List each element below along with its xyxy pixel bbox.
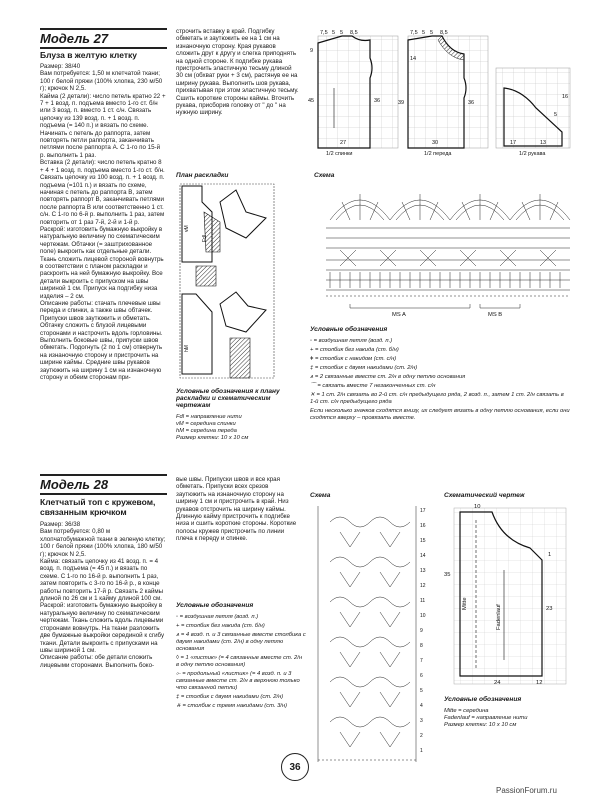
- chart28-num: 35: [444, 572, 451, 578]
- chart28-num: 24: [494, 680, 501, 686]
- pattern-label-front: 1/2 переда: [424, 151, 452, 157]
- pattern-label-back: 1/2 спинки: [326, 151, 353, 157]
- title-rule-bottom: [40, 47, 167, 49]
- dtr-icon: ⧺: [176, 703, 183, 709]
- legend27-title: Условные обозначения: [310, 326, 388, 333]
- row-number: 16: [420, 523, 426, 529]
- svg-text:7,5: 7,5: [320, 30, 328, 36]
- page-number-badge: [281, 753, 309, 781]
- row-number: 5: [420, 688, 423, 694]
- plan-caption: Условные обозначения к плану раскладки и схематическим чертежам: [176, 388, 280, 409]
- legend27-item: ⌒ = связать вместе 7 незаконченных ст. с/н: [310, 383, 436, 389]
- chain-icon: ◦: [310, 338, 314, 344]
- legend28-item: ⟜ = продольный «листик» (= 4 возд. п. и 3 связанные вместе ст. 2/н в верхнюю только что связанной петли): [176, 671, 300, 691]
- svg-text:8,5: 8,5: [440, 30, 448, 36]
- model27-title: Модель 27: [40, 31, 109, 46]
- sc-icon: +: [176, 623, 181, 629]
- legend28-item: + = столбик без накида (ст. б/н): [176, 623, 265, 629]
- legend28-item: ‡ = столбик с двумя накидами (ст. 2/н): [176, 694, 284, 700]
- fadenlauf-label: Fadenlauf: [496, 604, 502, 630]
- cluster-icon: ⌒: [310, 383, 318, 389]
- tr-icon: ‡: [176, 694, 181, 700]
- model27-subtitle: Блуза в желтую клетку: [40, 50, 137, 60]
- model27-text-col2: строчить вставку в край. Подгибку обметать и заутюжить ее на 1 см на изнаночную сторону. Края рукавов сложить друг к другу и слегка приподнять на одной стороне. К подгибке рукава пристрочить эластичную тесьму длиной 30 см (обхват руки + 3 см), растянув ее на ширину рукава. Выполнить шов рукава, прихватывая при этом эластичную тесьму. Сшить короткие стороны каймы. Вточить рукава, присборив головку от " до " на нужную ширину.: [176, 28, 299, 117]
- svg-text:27: 27: [340, 140, 347, 146]
- page-number: 36: [289, 761, 301, 773]
- row-number: 14: [420, 553, 426, 559]
- legend27-item: ǂ = столбик с накидом (ст. с/н): [310, 356, 397, 362]
- svg-text:14: 14: [410, 56, 417, 62]
- legend28-item: ◦ = воздушная петля (возд. п.): [176, 614, 259, 620]
- dc-icon: ǂ: [310, 356, 315, 362]
- title-rule-top: [40, 28, 167, 30]
- svg-text:5: 5: [332, 30, 336, 36]
- svg-text:36: 36: [468, 100, 475, 106]
- legend27-list: [310, 338, 570, 422]
- model28-crochet-scheme: [310, 502, 432, 770]
- legend27-item: ◦ = воздушная петля (возд. п.): [310, 338, 393, 344]
- legend28-item: ◊ = 1 «листик» (= 4 связанные вместе ст. 2/н в одну петлю основания): [176, 655, 303, 668]
- layout-plan: [176, 182, 296, 382]
- svg-text:vM: vM: [184, 225, 190, 232]
- row-number: 2: [420, 733, 423, 739]
- svg-text:hM: hM: [184, 345, 190, 352]
- svg-text:45: 45: [308, 98, 315, 104]
- row-number: 12: [420, 583, 426, 589]
- model27-crochet-scheme: [320, 180, 574, 320]
- model28-text-col1: Размер: 36/38 Вам потребуется: 0,80 м хлопчатобумажной ткани в зеленую клетку; 100 г белой пряжи (100% хлопка, 180 м/50 г); крючок N 2,5. Кайма: связать цепочку из 41 возд. п. = 4 возд. п. подъема (= 45 п.) и вязать по схеме. С 1-го по 16-й р. выполнить 1 раз, затем повторить с 3-го по 16-й р., в конце работы повторить 17-й р. Связать 2 каймы длиной по 26 см и 1 кайму длиной 100 см. Раскрой: изготовить бумажную выкройку в натуральную величину по схематическим чертежам. Ткань сложить вдоль лицевыми сторонами вовнутрь. На ткани разложить две бумажные выкройки серединой к сгибу ткани. Детали выкроить с припусками на швы шириной 1 см. Описание работы: обе детали сложить лицевыми сторонами. Выполнить боко-: [40, 521, 166, 669]
- watermark: PassionForum.ru: [496, 786, 557, 795]
- svg-text:17: 17: [510, 140, 517, 146]
- chart28-num: 1: [548, 552, 552, 558]
- svg-text:8,5: 8,5: [350, 30, 358, 36]
- model28-title: Модель 28: [40, 477, 109, 492]
- svg-text:Fdl: Fdl: [202, 235, 208, 242]
- model28-text-col2: вые швы. Припуски швов и все края обметать. Припуски всех срезов заутюжить на изнаночную сторону на ширину 1 см и пристрочить в край. Низ рукавов отстрочить на ширину каймы. Длинную кайму пристрочить к подгибке низа и сшить короткие стороны. Короткие полосы кружев пристрочить по линии плеча к переду и спинке.: [176, 476, 297, 543]
- chart28-num: 23: [546, 606, 553, 612]
- row-number: 6: [420, 673, 423, 679]
- mitte-label: Mitte: [462, 597, 468, 610]
- legend28-item: ⧺ = столбик с тремя накидами (ст. 3/н): [176, 703, 288, 709]
- cross-stitch-icon: ✕: [310, 392, 317, 398]
- tr-icon: ‡: [310, 365, 315, 371]
- model28-subtitle: Клетчатый топ с кружевом, связанным крючком: [40, 497, 156, 517]
- chain-icon: ◦: [176, 614, 180, 620]
- svg-text:16: 16: [562, 94, 569, 100]
- model28-schematic: [436, 500, 576, 688]
- legend27-item: ‡ = столбик с двумя накидами (ст. 2/н): [310, 365, 418, 371]
- svg-text:5: 5: [554, 112, 558, 118]
- cluster-icon: ⩚: [176, 632, 181, 638]
- legend27-note: Если несколько значков сходятся внизу, их следует вязать в одну петлю основания, если они сходятся вверху – провязать вместе.: [310, 408, 570, 421]
- chart28-legend-title: Условные обозначения: [444, 696, 522, 703]
- svg-text:5: 5: [422, 30, 426, 36]
- legend27-item: + = столбик без накида (ст. б/н): [310, 347, 399, 353]
- svg-text:30: 30: [432, 140, 439, 146]
- plan-legend: Fdl = направление нити vM = середина спинки hM = середина переда Размер клетки: 10 х 10 см: [176, 414, 249, 441]
- long-leaf-icon: ⟜: [176, 671, 183, 677]
- svg-text:36: 36: [374, 98, 381, 104]
- chart28-num: 12: [536, 680, 543, 686]
- chart28-title: Схематический чертеж: [444, 492, 525, 499]
- svg-text:9: 9: [310, 48, 314, 54]
- row-number: 7: [420, 658, 423, 664]
- sc-icon: +: [310, 347, 315, 353]
- title28-rule-bottom: [40, 493, 167, 495]
- rapport-b-label: MS B: [488, 312, 503, 318]
- svg-text:5: 5: [340, 30, 344, 36]
- scheme27-title: Схема: [314, 172, 335, 179]
- legend27-item: ⩚ = 2 связанные вместе ст. 2/н в одну петлю основания: [310, 374, 466, 380]
- row-number: 15: [420, 538, 426, 544]
- legend27-item: ✕ = 1 ст. 2/н связать во 2-й ст. с/н предыдущего ряда, 2 возд. п., затем 1 ст. 2/н связать в 1-й ст. с/н предыдущего ряда: [310, 392, 564, 405]
- pattern-label-sleeve: 1/2 рукава: [519, 151, 546, 157]
- row-number: 4: [420, 703, 423, 709]
- svg-text:5: 5: [430, 30, 434, 36]
- svg-text:7,5: 7,5: [410, 30, 418, 36]
- rapport-a-label: MS A: [392, 312, 406, 318]
- chart28-legend: Mitte = середина Fadenlauf = направление нити Размер клетки: 10 х 10 см: [444, 708, 528, 728]
- model27-text-col1: Размер: 38/40 Вам потребуется: 1,50 м клетчатой ткани; 100 г белой пряжи (100% хлопка, 230 м/50 г); крючок N 2,5. Кайма (2 детали): число петель кратно 22 + 7 + 1 возд. п. подъема вместо 1-го ст. б/н или 3 возд. п. вместо 1 ст. с/н. Связать цепочку из 139 возд. п. + 1 возд. п. подъема (= 140 п.) и вязать по схеме. Начинать с петель до раппорта, затем повторять петли раппорта, заканчивать петлями после раппорта A. C 1-го по 15-й р. выполнить 1 раз. Вставка (2 детали): число петель кратно 8 + 4 + 1 возд. п. подъема вместо 1-го ст. б/н. Связать цепочку из 100 возд. п. + 1 возд. п. подъема (=101 п.) и вязать по схеме, начиная с петель до раппорта B, затем повторять раппорт B, заканчивать петлями после раппорта B или соответственно 1 ст. с/н. C 1-го по 6-й р. выполнить 1 раз, затем повторить от 1 раз 7-й, 2-й и 1-й р. Раскрой: изготовить бумажную выкройку в натуральную величину по схематическим чертежам. Обтачки (= заштрихованное поле) выкроить как отдельные детали. Ткань сложить лицевой стороной вовнутрь в соответствии с планом раскладки и раскроить на ней бумажную выкройку. Все детали выкроить с припуском на швы шириной 1 см. Припуск на подгибку низа изделия – 2 см. Описание работы: стачать плечевые швы переда и спинки, а также швы обтачек. Припуски швов заутюжить и обметать. Обтачку сложить с блузой лицевыми сторонами и настрочить вдоль горловины. Выполнить боковые швы, припуски швов обметать. Подогнуть (2 по 1 см) отвернуть на изнаночную сторону и пристрочить на ширине каймы. Средние швы рукавов заутюжить на ширину 1 см на изнаночную сторону и обеим сторонам при-: [40, 63, 166, 382]
- svg-text:13: 13: [540, 140, 547, 146]
- row-number: 17: [420, 508, 426, 514]
- svg-text:39: 39: [398, 100, 405, 106]
- chart28-num: 10: [474, 504, 481, 510]
- row-number: 1: [420, 748, 423, 754]
- legend28-item: ⩚ = 4 возд. п. и 3 связанные вместе столбика с двумя накидами (ст. 2/н) в одну петлю основания: [176, 632, 306, 652]
- row-number: 10: [420, 613, 426, 619]
- scheme28-title: Схема: [310, 492, 331, 499]
- legend28-title: Условные обозначения: [176, 602, 254, 609]
- row-number: 3: [420, 718, 423, 724]
- leaf-icon: ◊: [176, 655, 181, 661]
- row-number: 11: [420, 598, 426, 604]
- plan-title: План раскладки: [176, 172, 229, 179]
- row-number: 13: [420, 568, 426, 574]
- tr2tog-icon: ⩚: [310, 374, 315, 380]
- title28-rule-top: [40, 474, 167, 476]
- model27-pattern-diagrams: [304, 28, 574, 166]
- row-number: 9: [420, 628, 423, 634]
- row-number: 8: [420, 643, 423, 649]
- legend28-list: [176, 614, 306, 710]
